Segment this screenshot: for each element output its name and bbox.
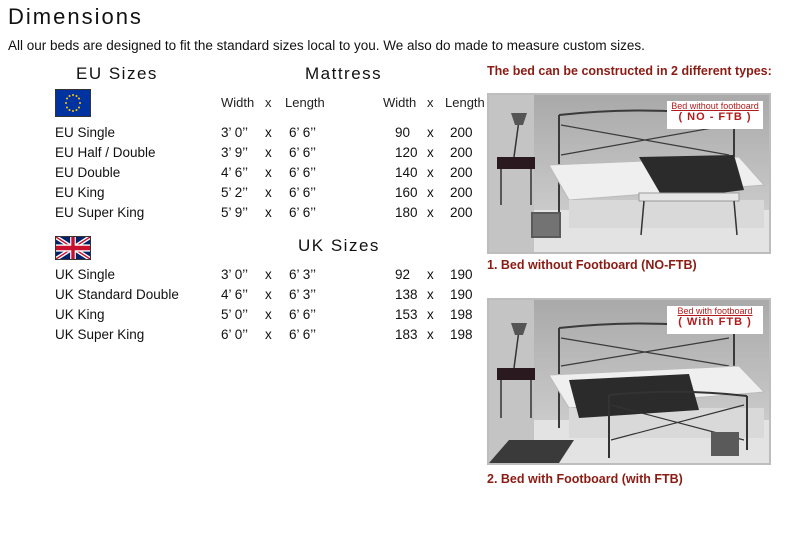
mattress-heading: Mattress (305, 64, 383, 83)
times-sign: x (265, 267, 272, 282)
col-mattress-length-header: Length (445, 95, 485, 110)
size-name: UK King (55, 307, 105, 322)
tag-line-2: ( NO - FTB ) (678, 111, 752, 123)
mattress-width: 120 (395, 145, 418, 160)
times-sign: x (427, 327, 434, 342)
times-sign: x (265, 145, 272, 160)
col-mattress-x-header: x (427, 95, 434, 110)
size-name: EU Super King (55, 205, 145, 220)
mattress-width: 153 (395, 307, 418, 322)
bed-length: 6’ 6’’ (289, 205, 317, 220)
col-length-header: Length (285, 95, 325, 110)
eu-sizes-heading: EU Sizes (76, 64, 158, 83)
times-sign: x (265, 287, 272, 302)
times-sign: x (427, 205, 434, 220)
bed-length: 6’ 6’’ (289, 125, 317, 140)
mattress-width: 180 (395, 205, 418, 220)
bed-width: 3’ 0’’ (221, 267, 249, 282)
bed-length: 6’ 6’’ (289, 165, 317, 180)
mattress-length: 190 (450, 287, 473, 302)
uk-sizes-heading: UK Sizes (298, 236, 380, 255)
times-sign: x (427, 307, 434, 322)
page-title: Dimensions (8, 4, 143, 29)
times-sign: x (265, 165, 272, 180)
bed-length: 6’ 6’’ (289, 145, 317, 160)
bed-type-1-caption: 1. Bed without Footboard (NO-FTB) (487, 258, 697, 272)
bed-width: 4’ 6’’ (221, 165, 249, 180)
bed-with-footboard-photo (487, 298, 771, 465)
col-x-header: x (265, 95, 272, 110)
mattress-length: 190 (450, 267, 473, 282)
times-sign: x (427, 185, 434, 200)
times-sign: x (265, 327, 272, 342)
times-sign: x (427, 145, 434, 160)
size-name: EU King (55, 185, 105, 200)
size-name: UK Single (55, 267, 116, 282)
mattress-width: 90 (395, 125, 411, 140)
col-mattress-width-header: Width (383, 95, 417, 110)
bed-length: 6’ 6’’ (289, 327, 317, 342)
mattress-length: 200 (450, 165, 473, 180)
bed-type-tag (667, 306, 763, 334)
bed-length: 6’ 6’’ (289, 185, 317, 200)
mattress-width: 92 (395, 267, 411, 282)
times-sign: x (427, 125, 434, 140)
mattress-width: 160 (395, 185, 418, 200)
bed-width: 6’ 0’’ (221, 327, 249, 342)
mattress-length: 200 (450, 145, 473, 160)
eu-flag-icon (55, 89, 91, 117)
times-sign: x (427, 287, 434, 302)
uk-flag-icon (55, 236, 91, 260)
mattress-length: 200 (450, 205, 473, 220)
tag-line-1: Bed without footboard (671, 101, 759, 111)
times-sign: x (265, 307, 272, 322)
mattress-length: 198 (450, 327, 473, 342)
bed-width: 5’ 9’’ (221, 205, 249, 220)
tag-line-1: Bed with footboard (677, 306, 753, 316)
bed-without-footboard-photo (487, 93, 771, 254)
times-sign: x (265, 125, 272, 140)
size-name: UK Standard Double (55, 287, 179, 302)
bed-width: 5’ 2’’ (221, 185, 249, 200)
col-width-header: Width (221, 95, 255, 110)
bed-width: 5’ 0’’ (221, 307, 249, 322)
size-name: EU Single (55, 125, 116, 140)
tag-line-2: ( With FTB ) (678, 316, 752, 328)
size-name: EU Half / Double (55, 145, 156, 160)
times-sign: x (427, 165, 434, 180)
bed-type-2-caption: 2. Bed with Footboard (with FTB) (487, 472, 683, 486)
bed-length: 6’ 6’’ (289, 307, 317, 322)
times-sign: x (265, 185, 272, 200)
mattress-length: 198 (450, 307, 473, 322)
size-name: EU Double (55, 165, 121, 180)
bed-length: 6’ 3’’ (289, 267, 317, 282)
bed-width: 4’ 6’’ (221, 287, 249, 302)
bed-length: 6’ 3’’ (289, 287, 317, 302)
bed-width: 3’ 9’’ (221, 145, 249, 160)
mattress-width: 140 (395, 165, 418, 180)
bed-types-heading: The bed can be constructed in 2 different types: (487, 64, 772, 78)
mattress-width: 138 (395, 287, 418, 302)
mattress-length: 200 (450, 185, 473, 200)
times-sign: x (265, 205, 272, 220)
page-subtitle: All our beds are designed to fit the standard sizes local to you. We also do made to measure custom sizes. (8, 38, 645, 53)
size-name: UK Super King (55, 327, 145, 342)
bed-width: 3’ 0’’ (221, 125, 249, 140)
times-sign: x (427, 267, 434, 282)
mattress-width: 183 (395, 327, 418, 342)
bed-type-tag (667, 101, 763, 129)
mattress-length: 200 (450, 125, 473, 140)
